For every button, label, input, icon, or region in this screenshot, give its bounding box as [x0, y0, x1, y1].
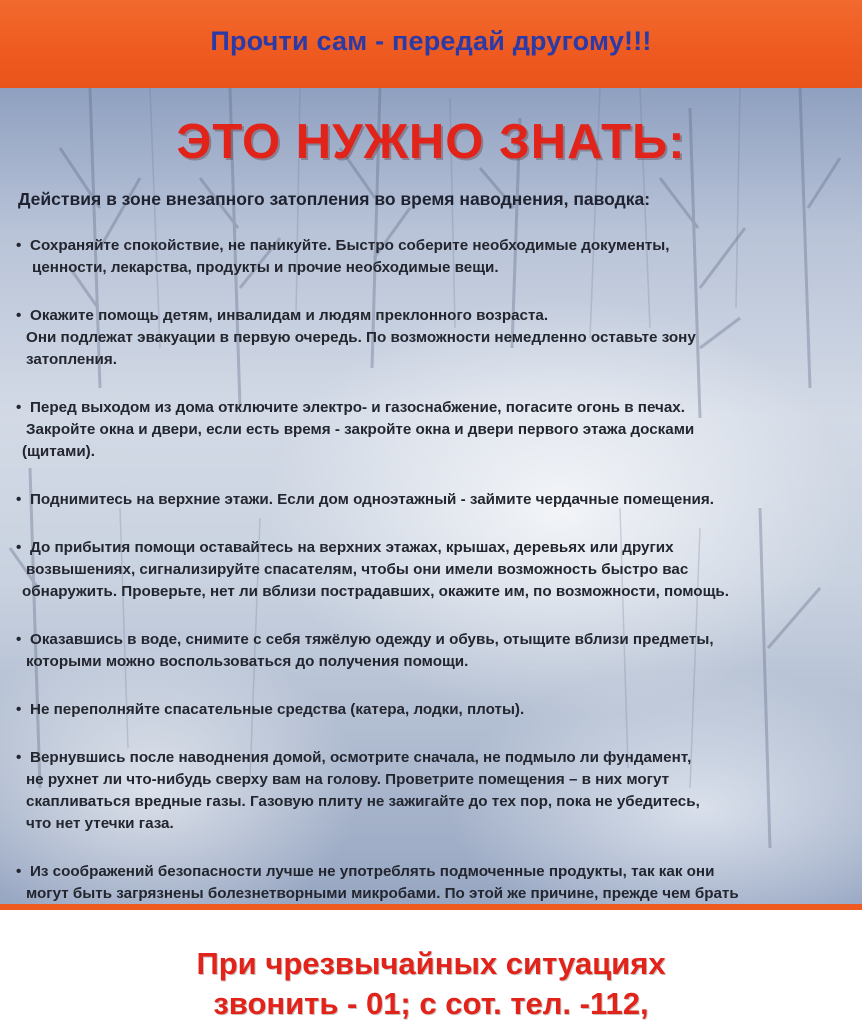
top-banner: [0, 0, 862, 88]
instruction-item: [16, 699, 852, 721]
item-line: обнаружить. Проверьте, нет ли вблизи пострадавших, окажите им, по возможности, помощь.: [22, 583, 729, 600]
item-line: Они подлежат эвакуации в первую очередь. По возможности немедленно оставьте зону: [26, 329, 696, 346]
item-line: Поднимитесь на верхние этажи. Если дом одноэтажный - займите чердачные помещения.: [30, 491, 714, 508]
bullet-icon: •: [16, 863, 22, 880]
bullet-icon: •: [16, 539, 22, 556]
item-line: не рухнет ли что-нибудь сверху вам на голову. Проветрите помещения – в них могут: [26, 771, 670, 788]
top-banner-text: Прочти сам - передай другому!!!: [210, 25, 652, 56]
item-line: затопления.: [26, 351, 117, 368]
instruction-item: [16, 305, 852, 371]
footer: [0, 910, 862, 1024]
item-line: Не переполняйте спасательные средства (катера, лодки, плоты).: [30, 701, 525, 718]
bullet-icon: •: [16, 399, 22, 416]
item-line: скапливаться вредные газы. Газовую плиту не зажигайте до тех пор, пока не убедитесь,: [26, 793, 700, 810]
instruction-item: [16, 537, 852, 603]
item-line: Вернувшись после наводнения домой, осмотрите сначала, не подмыло ли фундамент,: [30, 749, 692, 766]
instructions-list: [16, 235, 852, 949]
poster-body: [0, 88, 862, 904]
instruction-item: [16, 235, 852, 279]
instruction-item: [16, 489, 852, 511]
bullet-icon: •: [16, 491, 22, 508]
instruction-item: [16, 629, 852, 673]
main-heading: ЭТО НУЖНО ЗНАТЬ:: [176, 115, 686, 169]
item-line: возвышениях, сигнализируйте спасателям, чтобы они имели возможность быстро вас: [26, 561, 689, 578]
instruction-item: [16, 747, 852, 835]
emergency-line-1: При чрезвычайных ситуациях: [196, 946, 666, 981]
item-line: Перед выходом из дома отключите электро- и газоснабжение, погасите огонь в печах.: [30, 399, 685, 416]
item-line: могут быть загрязнены болезнетворными микробами. По этой же причине, прежде чем брать: [26, 885, 739, 902]
item-line: Оказавшись в воде, снимите с себя тяжёлую одежду и обувь, отыщите вблизи предметы,: [30, 631, 714, 648]
item-line: Из соображений безопасности лучше не употреблять подмоченные продукты, так как они: [30, 863, 715, 880]
item-line: Сохраняйте спокойствие, не паникуйте. Быстро соберите необходимые документы,: [30, 237, 670, 254]
item-line: До прибытия помощи оставайтесь на верхних этажах, крышах, деревьях или других: [30, 539, 674, 556]
item-line: Закройте окна и двери, если есть время - закройте окна и двери первого этажа досками: [26, 421, 695, 438]
item-line: что нет утечки газа.: [26, 815, 174, 832]
item-line: ценности, лекарства, продукты и прочие необходимые вещи.: [32, 259, 499, 276]
emergency-line-2: звонить - 01; с сот. тел. -112,: [213, 986, 649, 1021]
subheading: Действия в зоне внезапного затопления во время наводнения, паводка:: [18, 189, 651, 209]
bullet-icon: •: [16, 749, 22, 766]
item-line: Окажите помощь детям, инвалидам и людям преклонного возраста.: [30, 307, 549, 324]
bullet-icon: •: [16, 237, 22, 254]
bullet-icon: •: [16, 307, 22, 324]
bullet-icon: •: [16, 701, 22, 718]
item-line: которыми можно воспользоваться до получения помощи.: [26, 653, 469, 670]
bullet-icon: •: [16, 631, 22, 648]
item-line: (щитами).: [22, 443, 95, 460]
instruction-item: [16, 397, 852, 463]
